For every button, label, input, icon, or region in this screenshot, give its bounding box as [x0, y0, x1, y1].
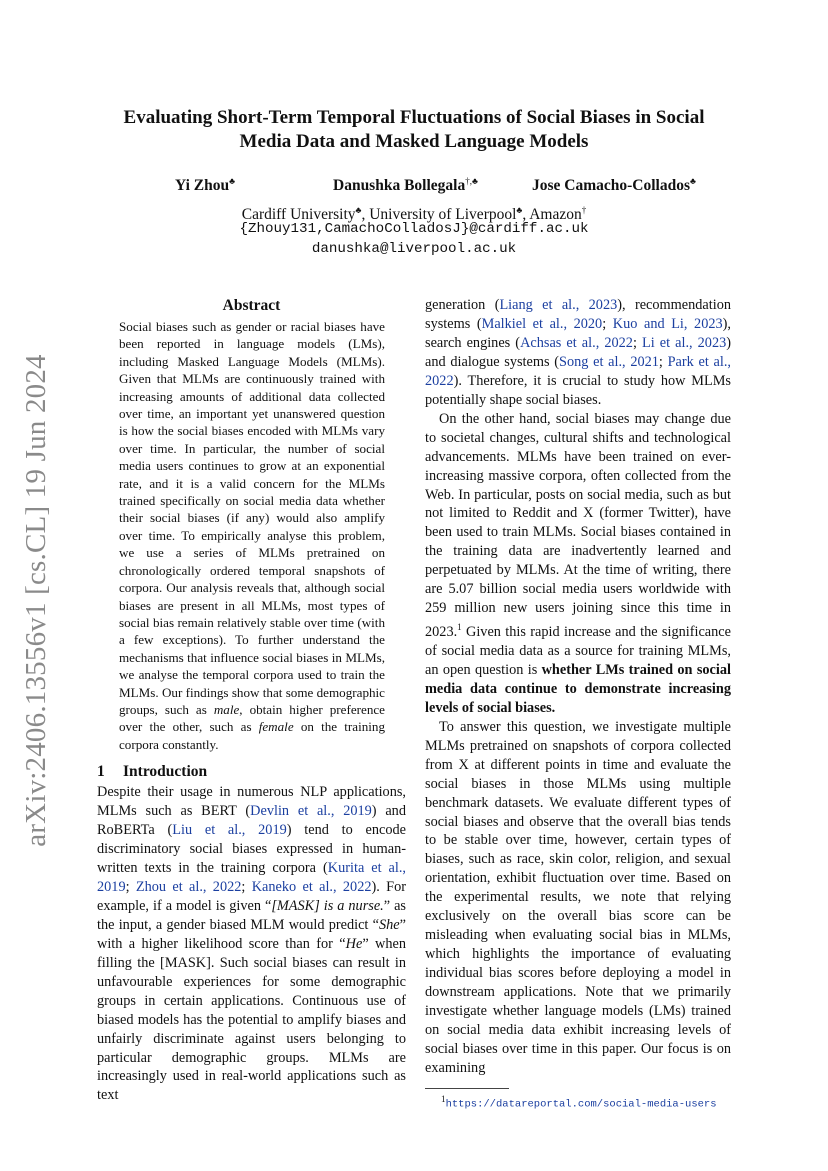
email-liverpool: danushka@liverpool.ac.uk [311, 241, 517, 257]
text-run: ). Therefore, it is crucial to study how MLMs potentially shape social biases. [425, 372, 731, 408]
text-run: ; [241, 878, 252, 895]
author-1 [175, 176, 235, 195]
author-3-mark: ♣ [690, 176, 696, 186]
text-run: Despite their usage in numerous NLP applications, MLMs such as BERT ( [97, 784, 406, 820]
intro-paragraph-3 [425, 410, 731, 718]
text-run: ). For example, if a model is given “ [97, 878, 407, 914]
left-column [97, 296, 406, 1105]
footnote-marker[interactable]: 1 [457, 622, 462, 633]
affiliation-liverpool: University of Liverpool [369, 206, 517, 224]
affiliation-separator: , [361, 206, 370, 224]
example-sentence: [MASK] is a nurse. [271, 897, 384, 914]
text-run: Given this rapid increase and the significance of social media data as a source for training MLMs, an open question is [425, 623, 731, 678]
example-word-he: He [345, 935, 363, 952]
text-run: ) and dialogue systems ( [425, 334, 732, 370]
abstract-body-3: on the training corpora constantly. [119, 719, 385, 752]
arxiv-identifier-stamp [14, 310, 58, 890]
citation-link[interactable]: Kaneko et al., 2022 [251, 878, 372, 895]
text-run: ; [658, 353, 668, 370]
citation-link[interactable]: Kurita et al., 2019 [97, 859, 406, 895]
text-run: ” as the input, a gender biased MLM would predict “ [97, 897, 406, 933]
affiliation-mark-1: ♣ [355, 205, 362, 215]
text-run: ) tend to encode discriminatory social biases expressed in human-written texts in the training corpora ( [97, 822, 407, 876]
citation-link[interactable]: Malkiel et al., 2020 [481, 315, 603, 332]
research-question: whether LMs trained on social media data continue to demonstrate increasing levels of social biases. [425, 661, 731, 716]
text-run: ) and RoBERTa ( [97, 803, 406, 839]
footnote-1 [425, 1092, 731, 1112]
author-list [0, 176, 828, 198]
intro-paragraph-2 [425, 296, 731, 410]
affiliation-separator: , [522, 206, 530, 224]
author-1-mark: ♣ [229, 176, 236, 186]
author-3 [532, 176, 696, 195]
text-run: ), search engines ( [425, 315, 731, 351]
text-run: On the other hand, social biases may change due to societal changes, cultural shifts and technological advancements. MLMs have been trained on ever-increasing massive corpora, often collected from the Web. In particular, posts on social media, such as but not limited to Reddit and X (former Twitter), have been used to train MLMs. Social biases contained in the training data are inadvertently learned and perpetuated by MLMs. At the time of writing, there are 5.07 billion social media users worldwide with 259 million new users joining since this time in 2023. [425, 410, 731, 640]
text-run: ” with a higher likelihood score than for “ [97, 916, 406, 952]
abstract-heading: Abstract [222, 297, 281, 314]
text-run: ” when filling the [MASK]. Such social biases can result in unfavourable experiences for some demographic groups in certain applications. Continuous use of biased models has the potential to amplify biases and unfairly discriminate against users belonging to particular demographic groups. MLMs are increasingly used in real-world applications such as text [97, 935, 406, 1104]
text-run: ; [125, 878, 136, 895]
citation-link[interactable]: Liang et al., 2023 [499, 297, 618, 313]
citation-link[interactable]: Park et al., 2022 [425, 353, 732, 389]
citation-link[interactable]: Li et al., 2023 [641, 334, 727, 351]
citation-link[interactable]: Zhou et al., 2022 [135, 878, 242, 895]
footnote-number: 1 [441, 1093, 446, 1104]
abstract-text [119, 318, 385, 753]
affiliation-mark-2: ♣ [516, 205, 523, 215]
author-1-name: Yi Zhou [175, 177, 230, 195]
text-run: ), recommendation systems ( [425, 297, 732, 332]
citation-link[interactable]: Liu et al., 2019 [172, 822, 287, 839]
author-2 [333, 176, 478, 195]
abstract-em-female: female [258, 719, 294, 735]
abstract-em-male: male [213, 701, 240, 717]
section-number: 1 [97, 763, 105, 781]
text-run: ; [632, 334, 642, 351]
section-title: Introduction [123, 763, 208, 781]
example-word-she: She [378, 916, 400, 933]
abstract-body-2: , obtain higher preference over the other, such as [119, 701, 385, 735]
right-column [425, 296, 731, 1112]
email-cardiff: {Zhouy131,CamachoColladosJ}@cardiff.ac.uk [239, 221, 589, 237]
affiliation-amazon: Amazon [529, 206, 582, 224]
abstract-body: Social biases such as gender or racial biases have been reported in language models (LMs), including Masked Language Models (MLMs). Given that MLMs are continuously trained with increasing amounts of additional data collected over time, an important yet unanswered question is how the social biases encoded with MLMs vary over time. In particular, the number of social media users continues to grow at an exponential rate, and it is a valid concern for the MLMs trained specifically on social media data whether their social biases (if any) would also amplify over time. To empirically analyse this problem, we use a series of MLMs pretrained on chronologically ordered temporal snapshots of corpora. Our analysis reveals that, although social biases are present in all MLMs, most types of social bias remain relatively stable over time (with a few exceptions). To further understand the mechanisms that influence social biases in MLMs, we analyse the temporal corpora used to train the MLMs. Our findings show that some demographic groups, such as [119, 319, 385, 717]
footnote-url-link[interactable]: https://datareportal.com/social-media-users [445, 1098, 717, 1111]
intro-paragraph-4: To answer this question, we investigate multiple MLMs pretrained on snapshots of corpora collected from X at different points in time and evaluate the social biases in those MLMs using multiple benchmark datasets. We evaluate different types of social biases and observe that the overall bias tends to be stable over time, however, certain types of biases, such as race, skin color, religion, and sexual orientation, exhibit fluctuation over time. Based on the experimental results, we note that relying exclusively on the overall bias score can be misleading when evaluating social bias in MLMs, which highlights the importance of evaluating individual bias scores before deploying a model in downstream applications. Note that we primarily investigate whether language models (LMs) trained on social media data exhibit increasing levels of social biases over time in this paper. Our focus is on examining [425, 718, 731, 1076]
citation-link[interactable]: Devlin et al., 2019 [250, 803, 372, 820]
arxiv-identifier-text: arXiv:2406.13556v1 [cs.CL] 19 Jun 2024 [19, 353, 52, 847]
author-2-name: Danushka Bollegala [333, 177, 466, 195]
footnote-divider [425, 1088, 509, 1089]
text-run: generation ( [425, 297, 500, 313]
section-heading-introduction [97, 761, 406, 783]
author-3-name: Jose Camacho-Collados [532, 177, 691, 195]
citation-link[interactable]: Achsas et al., 2022 [520, 334, 633, 351]
citation-link[interactable]: Kuo and Li, 2023 [612, 315, 723, 332]
citation-link[interactable]: Song et al., 2021 [559, 353, 659, 370]
paper-title: Evaluating Short-Term Temporal Fluctuations of Social Biases in Social Media Data and Masked Language Models [123, 107, 705, 152]
text-run: ; [602, 315, 613, 332]
affiliation-mark-3: † [581, 205, 587, 215]
affiliation-cardiff: Cardiff University [241, 206, 356, 224]
author-2-mark: †,♣ [465, 176, 478, 186]
intro-paragraph-1 [97, 783, 406, 1105]
